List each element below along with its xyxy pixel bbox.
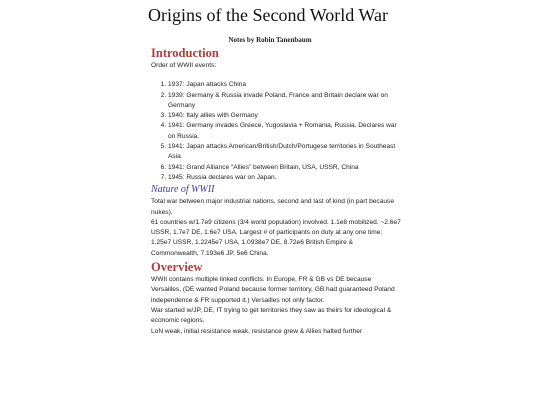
overview-paragraph-2: War started w/JP, DE, IT trying to get territories they saw as theirs for ideological & economic regions. — [151, 306, 392, 325]
list-item: 5. 1941: Japan attacks American/British/Dutch/Portugese territories in Southeast Asia — [168, 142, 401, 163]
overview-paragraph-3: LoN weak, initial resistance weak, resistance grew & Allies halted further — [151, 327, 363, 335]
introduction-heading: Introduction — [151, 46, 219, 60]
nature-paragraph-1: Total war between major industrial nations, second and last of kind (in part because nukes). — [151, 198, 395, 216]
list-item: 2. 1939: Germany & Russia invade Poland, France and Britain declare war on Germany — [168, 91, 401, 112]
nature-paragraph-2: 61 countries w/1.7e9 citizens (3/4 world population) involved. 1.1e8 mobilized. ~2.6e7 USSR, 1.7e7 DE, 1.6e7 USA. Largest # of participants on duty at any one time: 1.25e7 USSR, 1.2245e7 USA, 1.0938e7 DE, 8.72e6 British Empire & Commonwealth, 7.193e6 JP, 5e6 China. — [151, 218, 401, 257]
list-item: 7. 1945: Russia declares war on Japan. — [168, 173, 401, 183]
list-item: 3. 1940: Italy allies with Germany — [168, 111, 401, 121]
list-item: 6. 1941: Grand Alliance “Allies” between Britain, USA, USSR, China — [168, 163, 401, 173]
nature-of-wwii-heading: Nature of WWII — [151, 184, 215, 196]
list-item: 1. 1937: Japan attacks China — [168, 80, 401, 90]
notes-page — [148, 0, 401, 337]
events-list — [151, 80, 401, 183]
introduction-lead: Order of WWII events: — [151, 62, 217, 69]
document-byline: Notes by Robin Tanenbaum — [228, 36, 312, 44]
overview-paragraph-1: WWII contains multiple linked conflicts. In Europe, FR & GB vs DE because Versailles. (DE wanted Poland because former territory, GB had guaranteed Poland independence & FR supported it.) Versailles not only factor. — [151, 276, 395, 304]
document-title: Origins of the Second World War — [148, 5, 388, 25]
overview-heading: Overview — [151, 260, 203, 275]
list-item: 4. 1941: Germany invades Greece, Yugoslavia + Romania, Russia. Declares war on Russia. — [168, 121, 401, 142]
events-list-container — [151, 80, 401, 183]
